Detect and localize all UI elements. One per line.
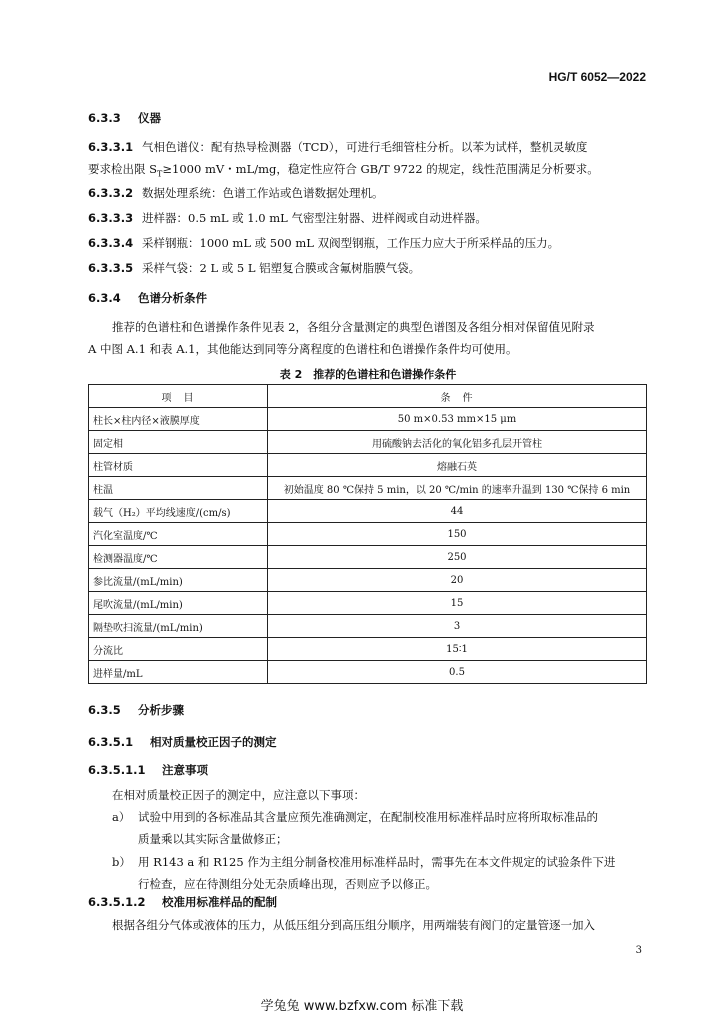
section-title: 相对质量校正因子的测定: [150, 735, 277, 749]
section-number: 6.3.3: [88, 111, 121, 125]
note-b: [112, 851, 650, 895]
section-number: 6.3.5.1.1: [88, 763, 146, 777]
clause-6-3-3-2: [88, 182, 648, 204]
row-condition: 15∶1: [268, 638, 647, 661]
table-row: [89, 500, 647, 523]
row-item: 分流比: [89, 638, 268, 661]
clause-number: 6.3.3.3: [88, 211, 134, 225]
clause-6-3-3-5: [88, 257, 648, 279]
row-condition: 3: [268, 615, 647, 638]
row-item: 隔垫吹扫流量/(mL/min): [89, 615, 268, 638]
clause-text: 采样钢瓶：1000 mL 或 500 mL 双阀型钢瓶，工作压力应大于所采样品的压力。: [142, 236, 560, 250]
row-item: 参比流量/(mL/min): [89, 569, 268, 592]
paragraph-line-2: A 中图 A.1 和表 A.1，其他能达到同等分离程度的色谱柱和色谱操作条件均可使用。: [88, 342, 518, 356]
note-line-1: 试验中用到的各标准品其含量应预先准确测定，在配制校准用标准样品时应将所取标准品的: [138, 810, 598, 824]
row-condition: 250: [268, 546, 647, 569]
heading-6-3-5-1-2: [88, 894, 277, 910]
section-number: 6.3.4: [88, 291, 121, 305]
clause-line-2: 要求检出限 S: [88, 162, 158, 176]
paragraph-6-3-4: [88, 316, 648, 360]
note-line-2: 质量乘以其实际含量做修正；: [138, 832, 288, 846]
last-paragraph: 根据各组分气体或液体的压力，从低压组分到高压组分顺序，用两端装有阀门的定量管逐一加入: [112, 918, 595, 932]
row-item: 载气（H₂）平均线速度/(cm/s): [89, 500, 268, 523]
table-row: [89, 477, 647, 500]
page-number: 3: [635, 945, 642, 956]
row-item: 进样量/mL: [89, 661, 268, 684]
paragraph-line-1: 推荐的色谱柱和色谱操作条件见表 2，各组分含量测定的典型色谱图及各组分相对保留值见附录: [112, 320, 595, 334]
row-condition: 0.5: [268, 661, 647, 684]
clause-number: 6.3.3.1: [88, 140, 134, 154]
header-item: 项 目: [89, 385, 268, 408]
heading-6-3-3: [88, 110, 161, 126]
row-condition: 44: [268, 500, 647, 523]
clause-text: 进样器：0.5 mL 或 1.0 mL 气密型注射器、进样阀或自动进样器。: [142, 211, 487, 225]
table-caption: 表 2 推荐的色谱柱和色谱操作条件: [279, 368, 457, 381]
row-condition: 50 m×0.53 mm×15 μm: [268, 408, 647, 431]
heading-6-3-5: [88, 702, 184, 718]
section-title: 校准用标准样品的配制: [162, 895, 277, 909]
clause-number: 6.3.3.4: [88, 236, 134, 250]
row-item: 尾吹流量/(mL/min): [89, 592, 268, 615]
row-item: 固定相: [89, 431, 268, 454]
table-row: [89, 408, 647, 431]
table-row: [89, 569, 647, 592]
table-header-row: [89, 385, 647, 408]
section-number: 6.3.5.1.2: [88, 895, 146, 909]
header-condition: 条 件: [268, 385, 647, 408]
table-row: [89, 546, 647, 569]
section-title: 分析步骤: [138, 703, 184, 717]
note-label: b）: [112, 855, 131, 869]
heading-6-3-5-1-1: [88, 762, 208, 778]
clause-text: 数据处理系统：色谱工作站或色谱数据处理机。: [142, 186, 384, 200]
row-item: 柱长×柱内径×液膜厚度: [89, 408, 268, 431]
section-title: 色谱分析条件: [138, 291, 207, 305]
table-row: [89, 454, 647, 477]
row-condition: 20: [268, 569, 647, 592]
clause-6-3-3-3: [88, 207, 648, 229]
table-row: [89, 661, 647, 684]
row-condition: 150: [268, 523, 647, 546]
note-a: [112, 806, 650, 850]
row-condition: 用硫酸钠去活化的氧化铝多孔层开管柱: [268, 431, 647, 454]
section-number: 6.3.5.1: [88, 735, 134, 749]
row-condition: 初始温度 80 ℃保持 5 min，以 20 ℃/min 的速率升温到 130 ℃保持 6 min: [268, 477, 647, 500]
clause-line-2-rest: ≥1000 mV・mL/mg，稳定性应符合 GB/T 9722 的规定，线性范围满足分析要求。: [162, 162, 599, 176]
note-line-2: 行检查，应在待测组分处无杂质峰出现，否则应予以修正。: [138, 877, 437, 891]
table-row: [89, 615, 647, 638]
row-item: 汽化室温度/℃: [89, 523, 268, 546]
section-title: 注意事项: [162, 763, 208, 777]
note-line-1: 用 R143 a 和 R125 作为主组分制备校准用标准样品时，需事先在本文件规定的试验条件下进: [138, 855, 616, 869]
row-item: 柱温: [89, 477, 268, 500]
clause-line-1: 气相色谱仪：配有热导检测器（TCD），可进行毛细管柱分析。以苯为试样，整机灵敏度: [142, 140, 588, 154]
table-row: [89, 431, 647, 454]
section-title: 仪器: [138, 111, 161, 125]
conditions-table: [88, 384, 647, 684]
row-item: 柱管材质: [89, 454, 268, 477]
row-condition: 熔融石英: [268, 454, 647, 477]
clause-6-3-3-4: [88, 232, 648, 254]
note-label: a）: [112, 810, 131, 824]
subscript-t: T: [157, 169, 163, 179]
table-row: [89, 592, 647, 615]
clause-6-3-3-1: [88, 136, 648, 185]
heading-6-3-4: [88, 290, 207, 306]
clause-number: 6.3.3.5: [88, 261, 134, 275]
standard-code: HG/T 6052—2022: [548, 70, 646, 84]
clause-number: 6.3.3.2: [88, 186, 134, 200]
notes-intro: 在相对质量校正因子的测定中，应注意以下事项：: [112, 788, 365, 802]
footer-watermark: 学兔兔 www.bzfxw.com 标准下载: [260, 999, 464, 1014]
clause-text: 采样气袋：2 L 或 5 L 铝塑复合膜或含氟树脂膜气袋。: [142, 261, 421, 275]
section-number: 6.3.5: [88, 703, 121, 717]
table-row: [89, 523, 647, 546]
heading-6-3-5-1: [88, 734, 277, 750]
row-item: 检测器温度/℃: [89, 546, 268, 569]
row-condition: 15: [268, 592, 647, 615]
table-row: [89, 638, 647, 661]
